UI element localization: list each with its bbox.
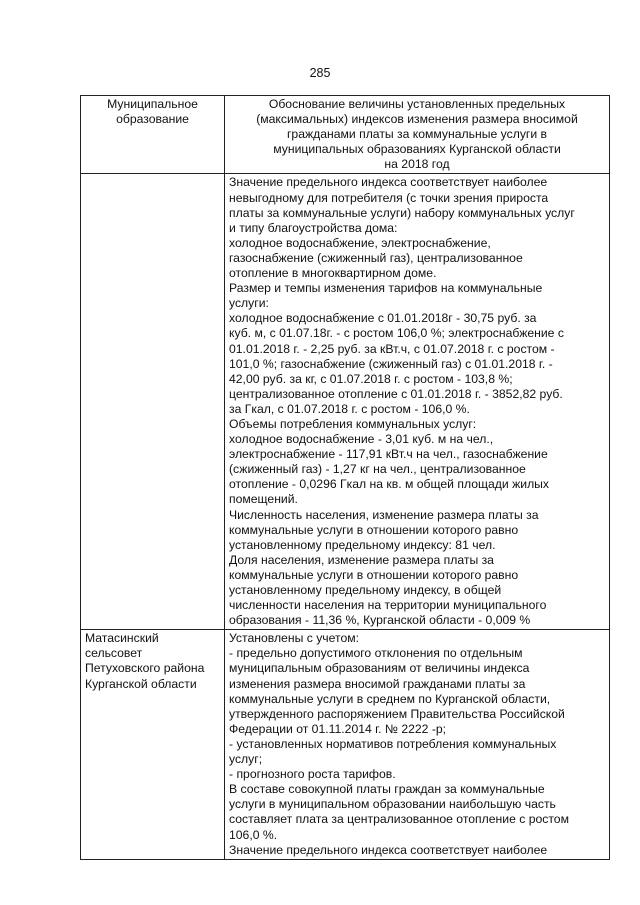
text-line: холодное водоснабжение, электроснабжение, [229,235,491,250]
text-line: отопление - 0,0296 Гкал на кв. м общей площади жилых [229,477,550,492]
text-line: отопление в многоквартирном доме. [229,266,437,281]
text-line: холодное водоснабжение - 3,01 куб. м на чел., [229,432,494,447]
justification-cell [225,630,610,859]
header-line: муниципальных образованиях Курганской области [273,142,561,157]
header-line: гражданами платы за коммунальные услуги в [286,127,548,142]
table-row [81,174,610,630]
text-line: утвержденного распоряжением Правительства Российской [229,706,565,721]
text-line: (сжиженный газ) - 1,27 кг на чел., централизованное [229,462,526,477]
text-line: коммунальные услуги в отношении которого равно [229,567,519,582]
table-row [81,630,610,859]
text-line: - предельно допустимого отклонения по отдельным [229,646,523,661]
text-line: установленному предельному индексу: 81 чел. [229,537,496,552]
text-line: Значение предельного индекса соответствует наиболее [229,175,548,190]
text-line: коммунальные услуги в среднем по Курганской области, [229,691,551,706]
table-header-row [81,96,610,174]
text-line: централизованное отопление с 01.01.2018 г. - 3852,82 руб. [229,386,563,401]
text-line: составляет плата за централизованное отопление с ростом [229,812,569,827]
text-line: платы за коммунальные услуги) набору коммунальных услуг [229,205,575,220]
text-line: услуги в муниципальном образовании наибольшую часть [229,797,556,812]
text-line: В составе совокупной платы граждан за коммунальные [229,782,545,797]
text-line: - установленных нормативов потребления коммунальных [229,736,557,751]
text-line: Доля населения, изменение размера платы за [229,552,494,567]
text-line: холодное водоснабжение с 01.01.2018г - 30,75 руб. за [229,311,537,326]
text-line: 106,0 %. [229,827,278,842]
tariff-justification-table [80,95,610,860]
text-line: численности населения на территории муниципального [229,598,547,613]
text-line: за Гкал, с 01.07.2018 г. с ростом - 106,0 %. [229,401,470,416]
text-line: сельсовет [85,646,143,661]
text-line: Объемы потребления коммунальных услуг: [229,416,477,431]
header-line: образование [116,112,189,127]
text-line: Федерации от 01.11.2014 г. № 2222 -р; [229,721,447,736]
text-line: газоснабжение (сжиженный газ), централизованное [229,250,523,265]
text-line: и типу благоустройства дома: [229,220,398,235]
text-line: 101,0 %; газоснабжение (сжиженный газ) с 01.01.2018 г. - [229,356,553,371]
text-line: установленному предельному индексу, в общей [229,583,502,597]
text-line: невыгодному для потребителя (с точки зрения прироста [229,190,549,205]
text-line: коммунальные услуги в отношении которого равно [229,522,519,537]
text-line: муниципальным образованиям от величины индекса [229,661,530,676]
text-line: услуг; [229,752,263,767]
text-line: - прогнозного роста тарифов. [229,767,396,782]
text-line: Размер и темпы изменения тарифов на коммунальные [229,281,543,296]
page-number: 285 [309,66,331,80]
text-line: Численность населения, изменение размера платы за [229,507,539,522]
text-line: Петуховского района [85,661,205,676]
text-line: 42,00 руб. за кг, с 01.07.2018 г. с ростом - 103,8 %; [229,371,513,386]
text-line: Установлены с учетом: [229,631,359,646]
text-line: Курганской области [85,676,197,691]
text-line: куб. м, с 01.07.18г. - с ростом 106,0 %; электроснабжение с [229,326,564,341]
text-line: образования - 11,36 %, Курганской области - 0,009 % [229,613,531,628]
municipality-cell [81,630,225,859]
text-line: Матасинский [85,631,159,646]
header-line: (максимальных) индексов изменения размера вносимой [256,112,578,127]
text-line: помещений. [229,492,298,507]
header-line: Муниципальное [107,97,198,111]
header-municipality [81,96,225,174]
municipality-cell [81,174,225,630]
header-line: Обоснование величины установленных предельных [268,97,566,111]
text-line: электроснабжение - 117,91 кВт.ч на чел., газоснабжение [229,447,548,462]
header-line: на 2018 год [384,157,450,172]
justification-cell [225,174,610,630]
text-line: Значение предельного индекса соответствует наиболее [229,842,548,857]
text-line: услуги: [229,296,269,311]
text-line: 01.01.2018 г. - 2,25 руб. за кВт.ч, с 01.07.2018 г. с ростом - [229,341,555,356]
header-justification [225,96,610,174]
text-line: изменения размера вносимой гражданами платы за [229,676,526,691]
